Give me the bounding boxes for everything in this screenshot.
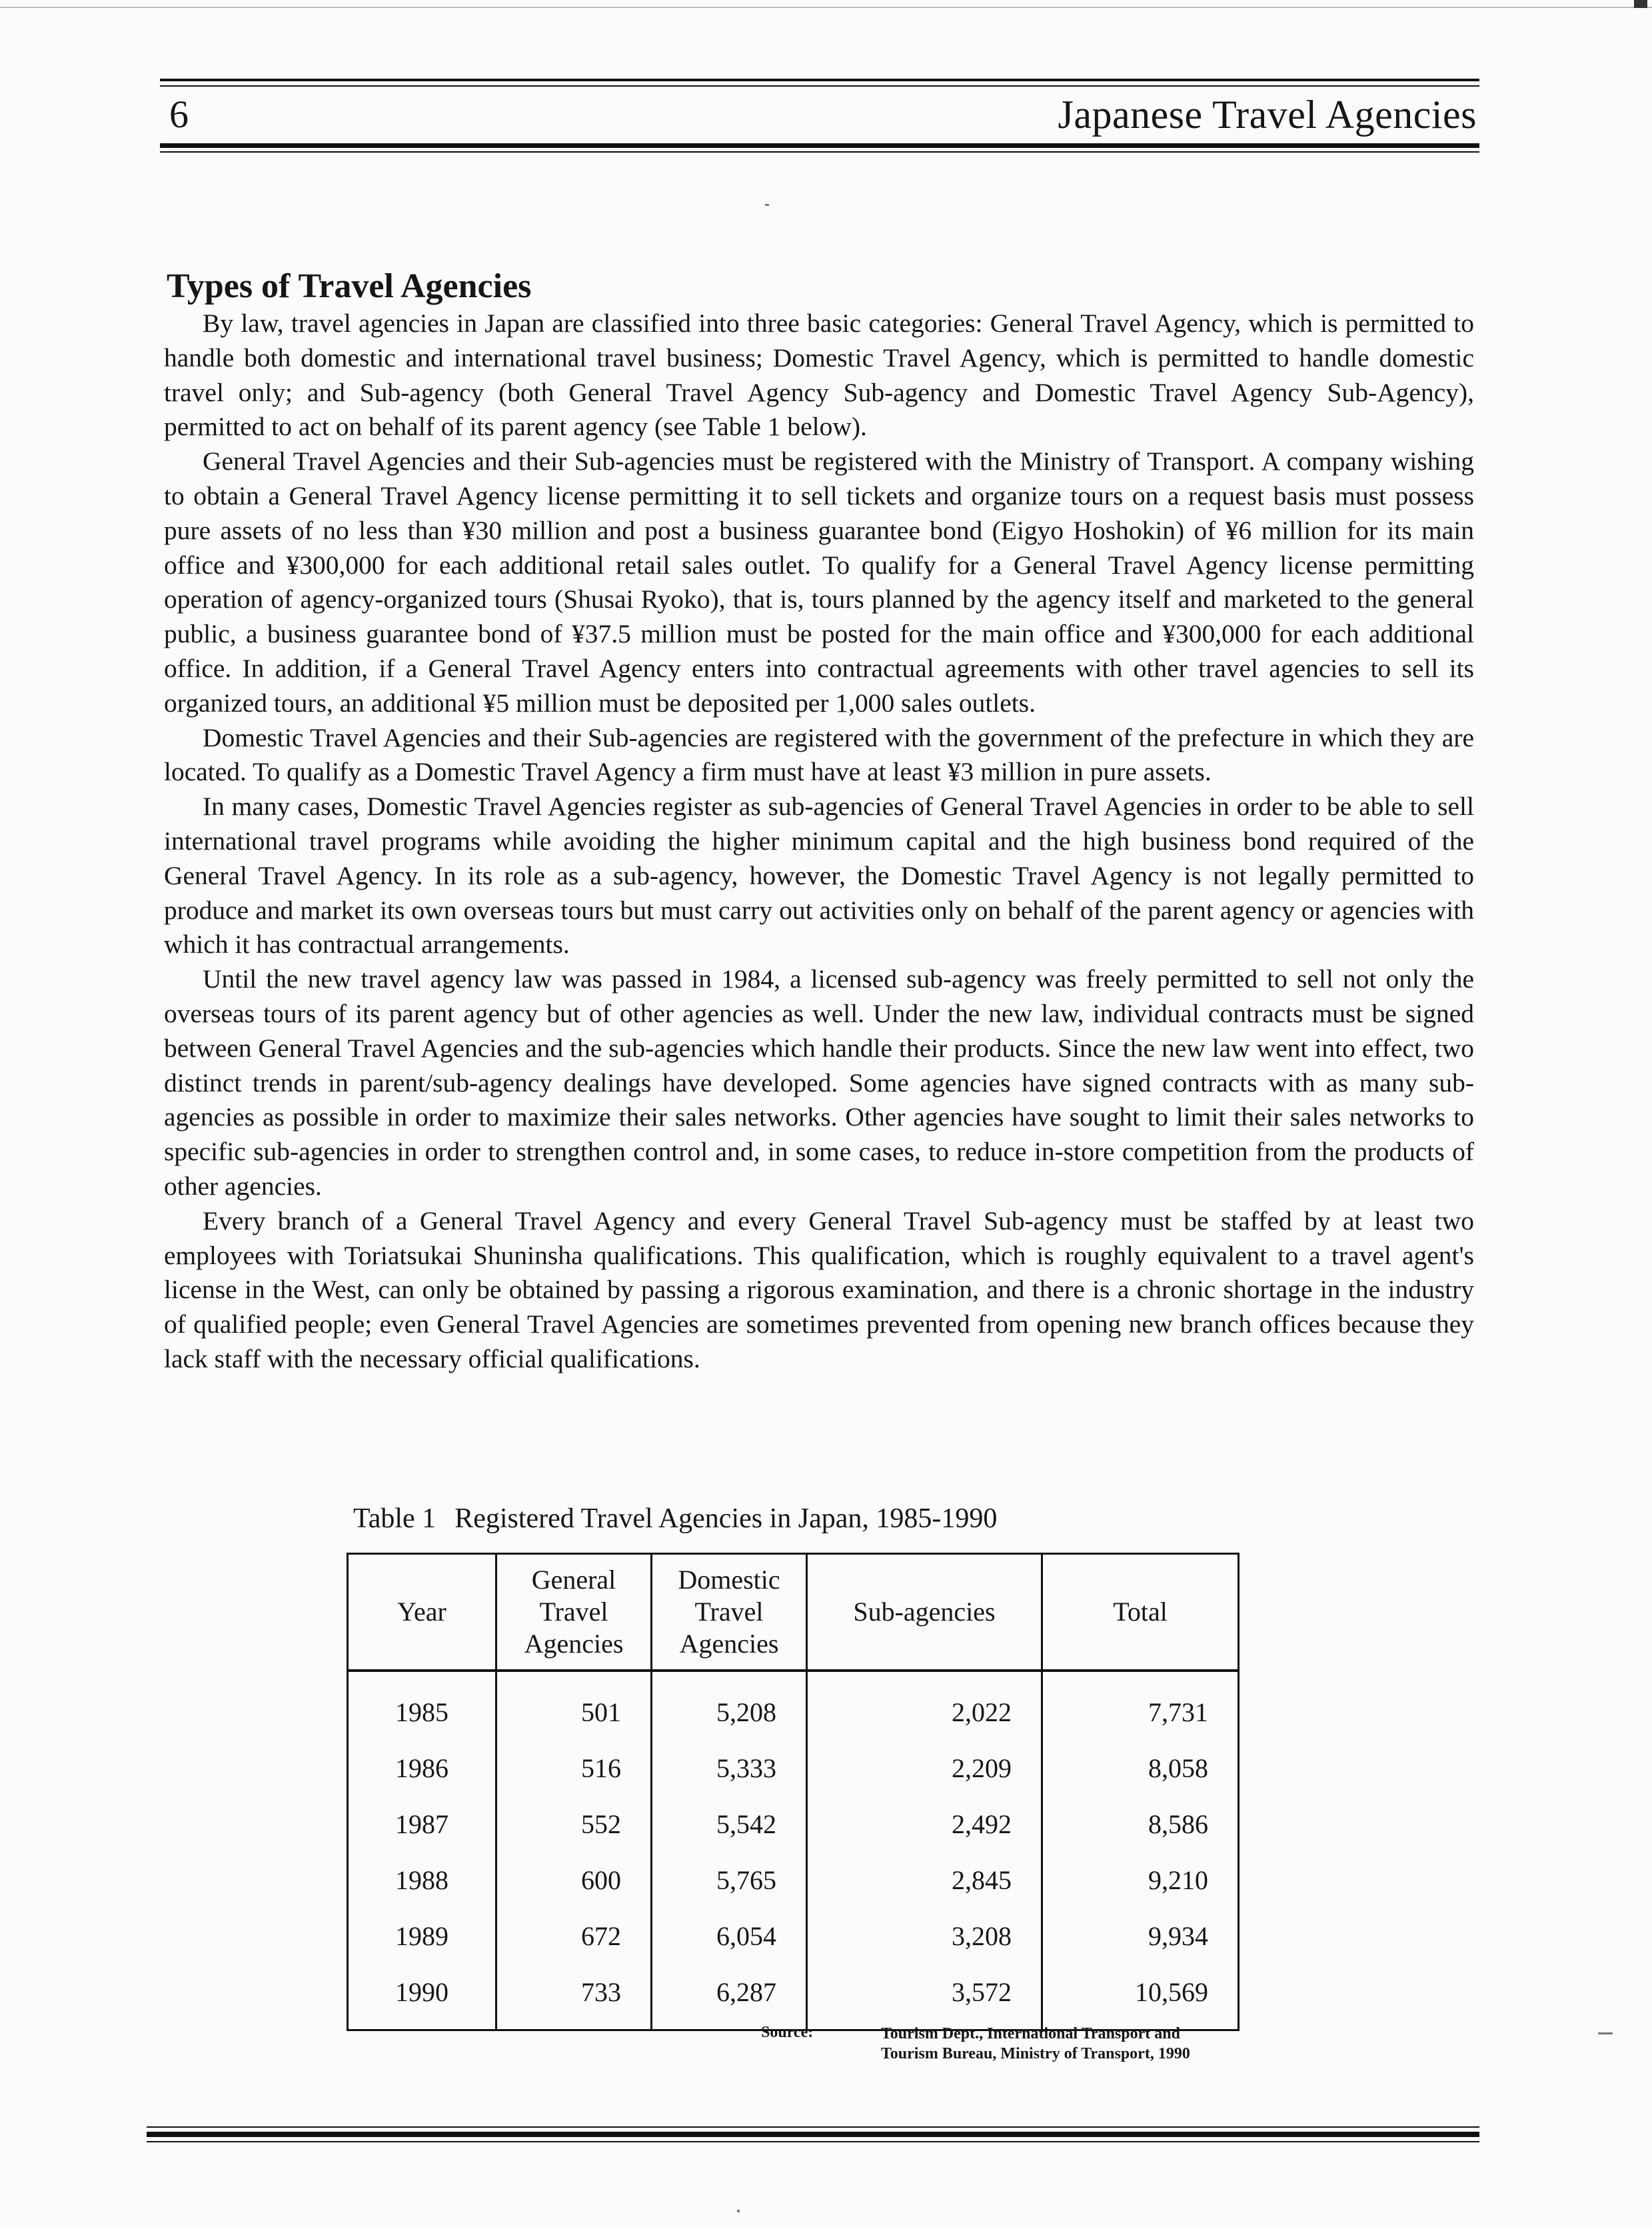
column-header-total: Total <box>1042 1554 1239 1671</box>
cell-total: 8,586 <box>1042 1796 1239 1852</box>
cell-total: 9,934 <box>1042 1908 1239 1964</box>
paragraph: Domestic Travel Agencies and their Sub-agencies are registered with the government of the prefecture in which they are located. To qualify as a Domestic Travel Agency a firm must have at least ¥3 million in pure assets. <box>164 722 1474 787</box>
cell-year: 1987 <box>348 1796 496 1852</box>
cell-general: 501 <box>496 1671 652 1740</box>
table-row <box>348 1908 1239 1964</box>
header-rule-bottom <box>160 143 1479 148</box>
table-row <box>348 1796 1239 1852</box>
cell-total: 8,058 <box>1042 1740 1239 1796</box>
cell-domestic: 6,054 <box>652 1908 807 1964</box>
paragraph: By law, travel agencies in Japan are classified into three basic categories: General Travel Agency, which is permitted to handle both domestic and international travel business; Domestic Travel Agency, which is permitted to handle domestic travel only; and Sub-agency (both General Travel Agency Sub-agency and Domestic Travel Agency Sub-Agency), permitted to act on behalf of its parent agency (see Table 1 below). <box>164 309 1474 442</box>
cell-domestic: 5,542 <box>652 1796 807 1852</box>
running-header <box>160 79 1479 152</box>
cell-domestic: 6,287 <box>652 1964 807 2030</box>
cell-subagencies: 3,572 <box>807 1964 1042 2030</box>
cell-general: 552 <box>496 1796 652 1852</box>
cell-general: 733 <box>496 1964 652 2030</box>
scan-speck <box>1598 2032 1613 2034</box>
cell-general: 600 <box>496 1852 652 1908</box>
cell-total: 10,569 <box>1042 1964 1239 2030</box>
page-number: 6 <box>169 93 189 136</box>
cell-domestic: 5,208 <box>652 1671 807 1740</box>
agencies-table <box>347 1553 1239 2031</box>
cell-general: 672 <box>496 1908 652 1964</box>
running-title: Japanese Travel Agencies <box>1058 93 1477 137</box>
body-text <box>164 307 1474 1377</box>
cell-subagencies: 2,022 <box>807 1671 1042 1740</box>
top-scan-line <box>0 7 1652 8</box>
cell-subagencies: 2,492 <box>807 1796 1042 1852</box>
cell-year: 1989 <box>348 1908 496 1964</box>
scan-speck <box>737 2210 740 2212</box>
scan-speck <box>765 204 769 206</box>
scan-edge-mark <box>1634 0 1647 8</box>
cell-subagencies: 3,208 <box>807 1908 1042 1964</box>
table-header-row <box>348 1554 1239 1671</box>
cell-total: 9,210 <box>1042 1852 1239 1908</box>
header-rule-bottom-thin <box>160 151 1479 153</box>
column-header-domestic: Domestic Travel Agencies <box>652 1554 807 1671</box>
table-caption <box>353 1503 1016 1535</box>
cell-subagencies: 2,209 <box>807 1740 1042 1796</box>
source-line: Tourism Dept., International Transport and <box>881 2025 1180 2042</box>
paragraph: Until the new travel agency law was passed in 1984, a licensed sub-agency was freely permitted to sell not only the overseas tours of its parent agency but of other agencies as well. Under the new law, individual contracts must be signed between General Travel Agencies and the sub-agencies which handle their products. Since the new law went into effect, two distinct trends in parent/sub-agency dealings have developed. Some agencies have signed contracts with as many sub-agencies as possible in order to maximize their sales networks. Other agencies have sought to limit their sales networks to specific sub-agencies in order to strengthen control and, in some cases, to reduce in-store competition from the products of other agencies. <box>164 964 1474 1201</box>
table-row <box>348 1964 1239 2030</box>
cell-total: 7,731 <box>1042 1671 1239 1740</box>
column-header-subagencies: Sub-agencies <box>807 1554 1042 1671</box>
footer-rule-thin-bottom <box>147 2141 1479 2142</box>
footer-rule-thin <box>147 2126 1479 2128</box>
source-line: Tourism Bureau, Ministry of Transport, 1990 <box>881 2045 1190 2062</box>
cell-year: 1988 <box>348 1852 496 1908</box>
source-citation <box>881 2024 1190 2064</box>
section-heading: Types of Travel Agencies <box>167 267 532 305</box>
cell-year: 1985 <box>348 1671 496 1740</box>
paragraph: Every branch of a General Travel Agency and every General Travel Sub-agency must be staffed by at least two employees with Toriatsukai Shuninsha qualifications. This qualification, which is roughly equivalent to a travel agent's license in the West, can only be obtained by passing a rigorous examination, and there is a chronic shortage in the industry of qualified people; even General Travel Agencies are sometimes prevented from opening new branch offices because they lack staff with the necessary official qualifications. <box>164 1205 1474 1373</box>
cell-year: 1990 <box>348 1964 496 2030</box>
cell-domestic: 5,333 <box>652 1740 807 1796</box>
table-title: Registered Travel Agencies in Japan, 1985-1990 <box>454 1503 998 1534</box>
footer-rule-thick <box>147 2132 1479 2137</box>
paragraph: In many cases, Domestic Travel Agencies register as sub-agencies of General Travel Agencies in order to be able to sell international travel programs while avoiding the higher minimum capital and the high business bond required of the General Travel Agency. In its role as a sub-agency, however, the Domestic Travel Agency is not legally permitted to produce and market its own overseas tours but must carry out activities only on behalf of the parent agency or agencies with which it has contractual arrangements. <box>164 792 1474 960</box>
table-label: Table 1 <box>353 1503 436 1534</box>
cell-subagencies: 2,845 <box>807 1852 1042 1908</box>
cell-year: 1986 <box>348 1740 496 1796</box>
cell-general: 516 <box>496 1740 652 1796</box>
cell-domestic: 5,765 <box>652 1852 807 1908</box>
column-header-year: Year <box>348 1554 496 1671</box>
paragraph: General Travel Agencies and their Sub-agencies must be registered with the Ministry of Transport. A company wishing to obtain a General Travel Agency license permitting it to sell tickets and organize tours on a request basis must possess pure assets of no less than ¥30 million and post a business guarantee bond (Eigyo Hoshokin) of ¥6 million for its main office and ¥300,000 for each additional retail sales outlet. To qualify for a General Travel Agency license permitting operation of agency-organized tours (Shusai Ryoko), that is, tours planned by the agency itself and marketed to the general public, a business guarantee bond of ¥37.5 million must be posted for the main office and ¥300,000 for each additional office. In addition, if a General Travel Agency enters into contractual agreements with other travel agencies to sell its organized tours, an additional ¥5 million must be deposited per 1,000 sales outlets. <box>164 446 1474 718</box>
table-row <box>348 1852 1239 1908</box>
table-row <box>348 1740 1239 1796</box>
source-label: Source: <box>761 2024 814 2041</box>
column-header-general: General Travel Agencies <box>496 1554 652 1671</box>
table-row <box>348 1671 1239 1740</box>
